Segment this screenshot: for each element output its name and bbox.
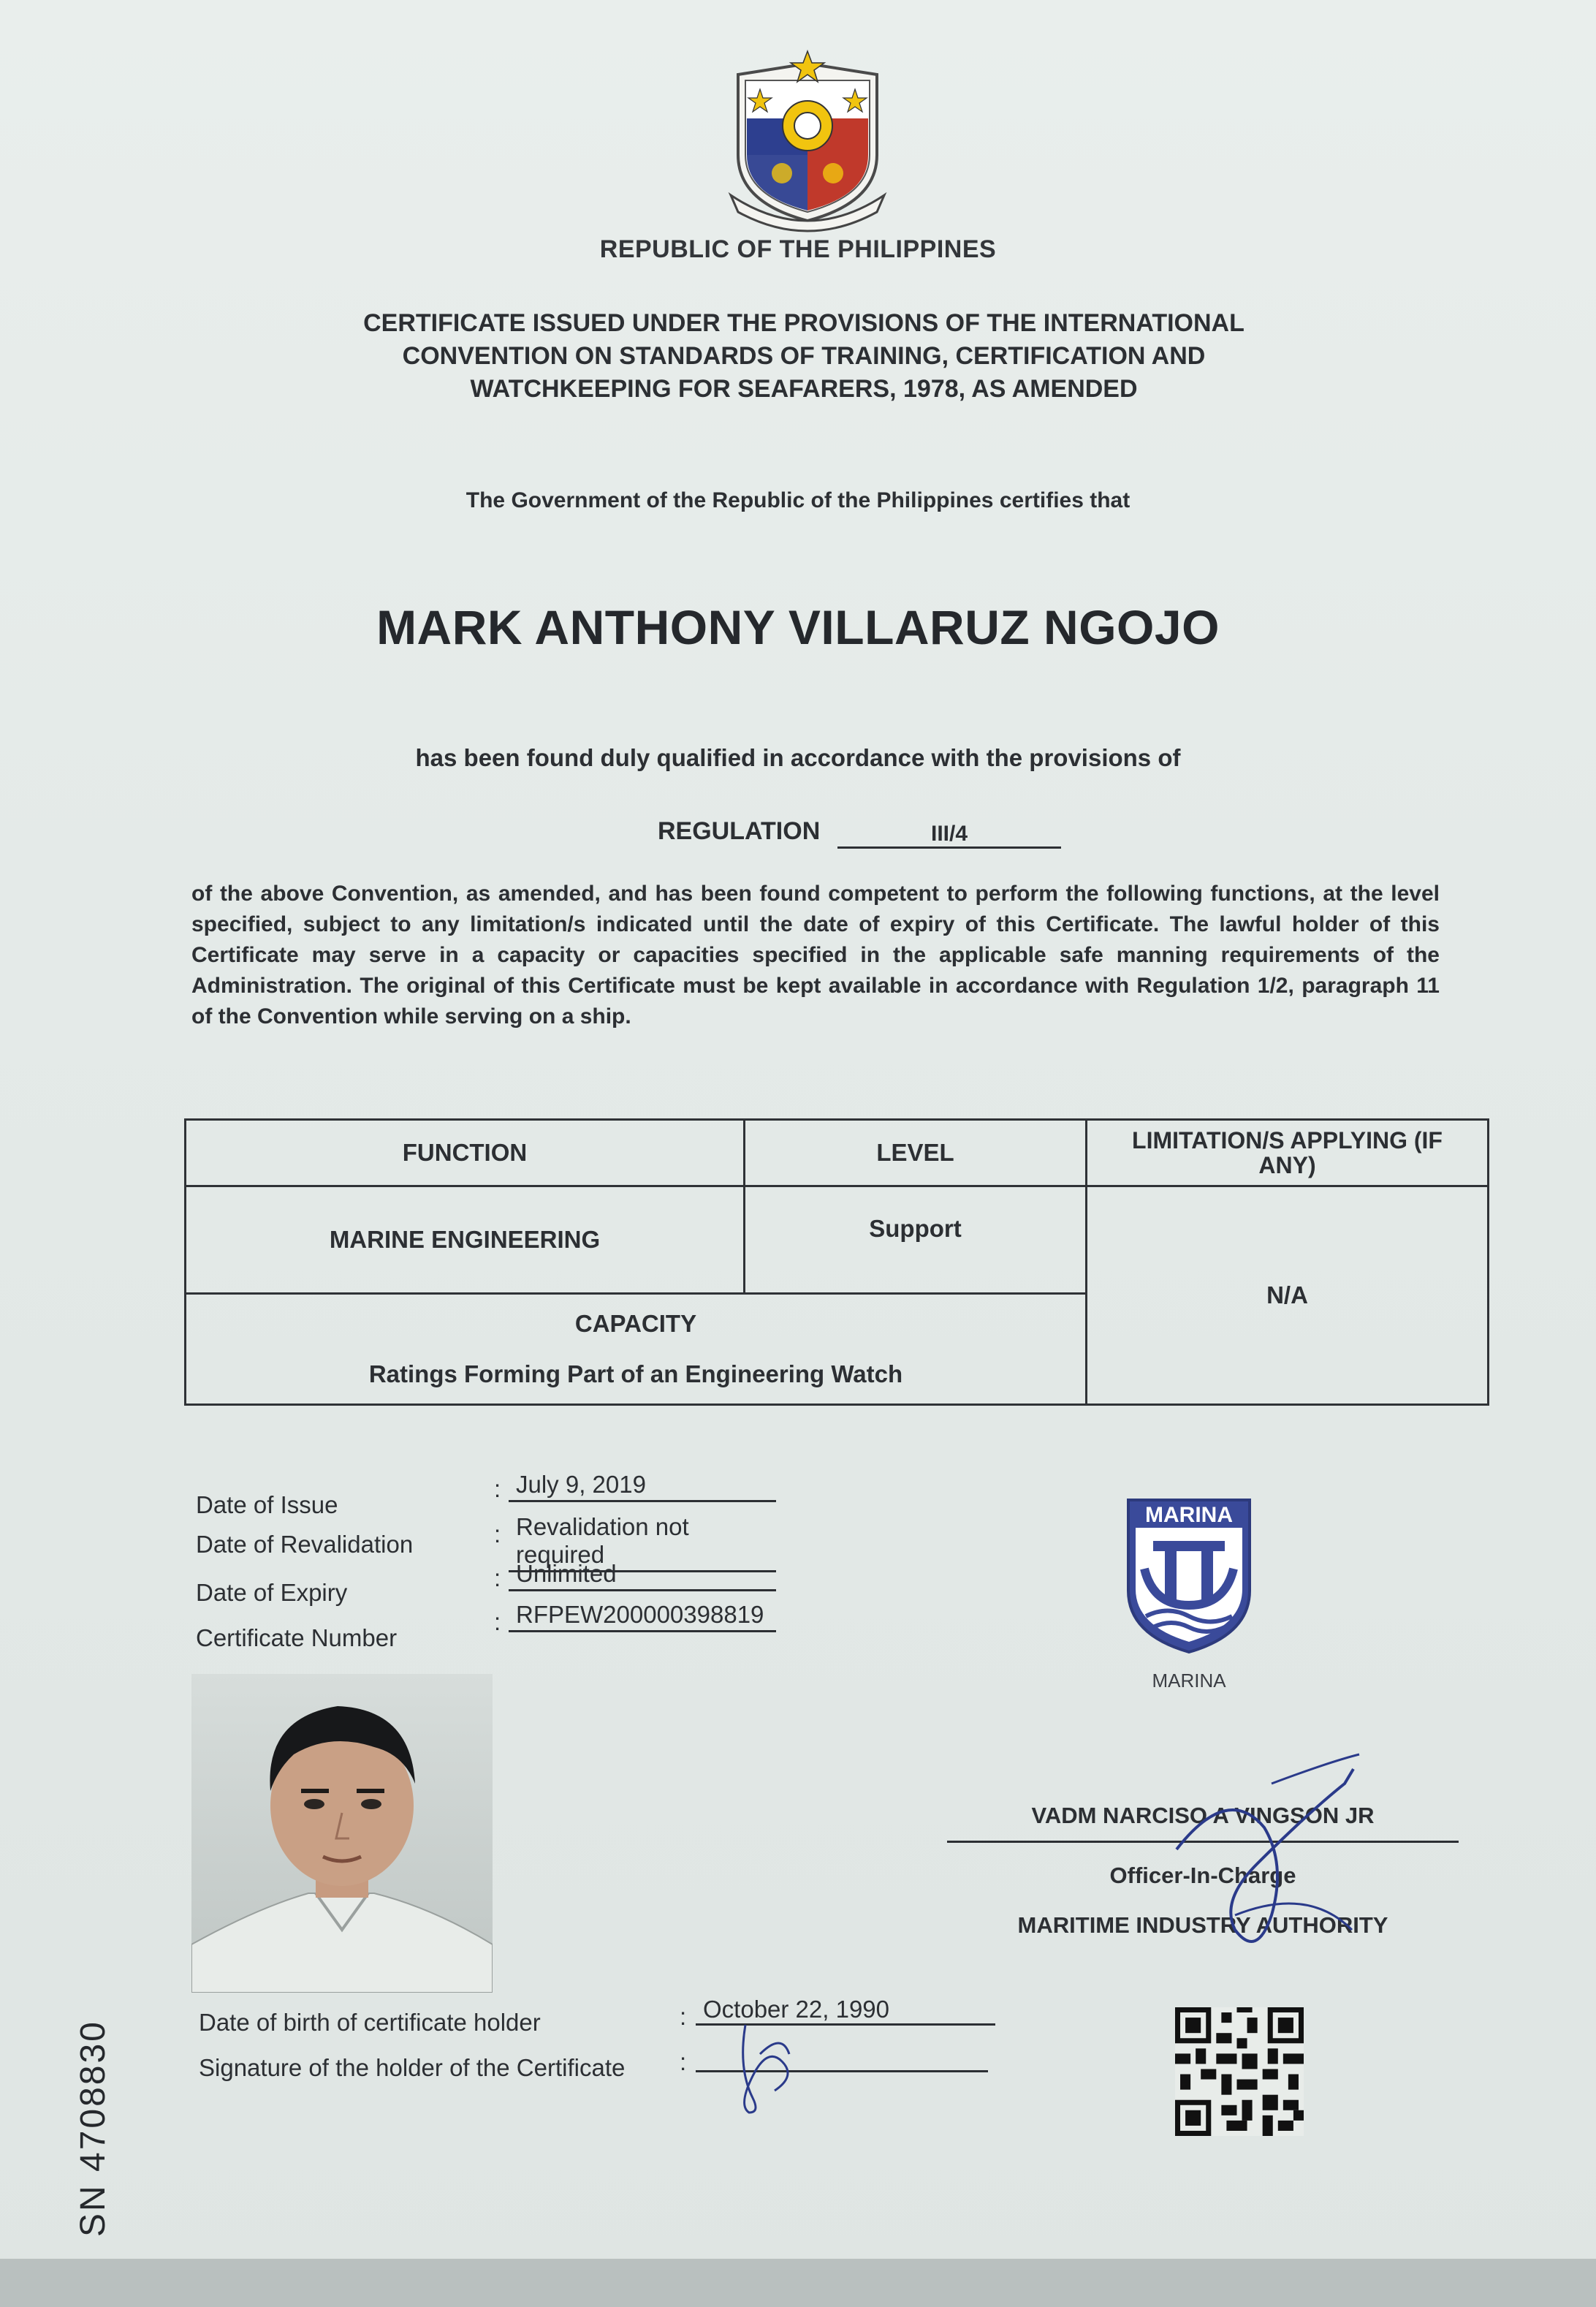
certificate-heading <box>263 307 1345 406</box>
body-paragraph: of the above Convention, as amended, and has been found competent to perform the following functions, at the level specified, subject to any limitation/s indicated until the date of expiry of this Certificate. The lawful holder of this Certificate may serve in a capacity or capacities specified in the applicable safe manning requirements of the Administration. The original of this Certificate must be kept available in accordance with Regulation 1/2, paragraph 11 of the Convention while serving on a ship. <box>191 882 1440 1029</box>
certifies-statement: The Government of the Republic of the Philippines certifies that <box>466 488 1130 512</box>
regulation-value: III/4 <box>837 825 1061 849</box>
official-signature <box>1162 1740 1381 1974</box>
heading-line-3: WATCHKEEPING FOR SEAFARERS, 1978, AS AMENDED <box>470 375 1138 403</box>
marina-logo-text: MARINA <box>1145 1503 1233 1527</box>
serial-number: SN 4708830 <box>74 2020 113 2237</box>
colon: : <box>680 2003 687 2030</box>
date-of-expiry-value: Unlimited <box>509 1560 776 1591</box>
marina-caption: MARINA <box>1152 1670 1226 1692</box>
certificate-number-label: Certificate Number <box>196 1624 398 1651</box>
date-of-issue-label: Date of Issue <box>196 1491 338 1518</box>
bottom-edge <box>0 2259 1596 2307</box>
level-header: LEVEL <box>743 1118 1087 1187</box>
certificate-number-value: RFPEW200000398819 <box>509 1601 776 1632</box>
limitation-value: N/A <box>1085 1185 1489 1406</box>
colon: : <box>494 1520 501 1548</box>
heading-line-2: CONVENTION ON STANDARDS OF TRAINING, CERTIFICATION AND <box>402 342 1206 370</box>
official-agency: MARITIME INDUSTRY AUTHORITY <box>1017 1912 1388 1938</box>
colon: : <box>494 1475 501 1502</box>
heading-line-1: CERTIFICATE ISSUED UNDER THE PROVISIONS OF THE INTERNATIONAL <box>363 309 1244 337</box>
colon: : <box>494 1608 501 1635</box>
official-title: Officer-In-Charge <box>1109 1863 1296 1888</box>
marina-logo <box>1124 1496 1254 1656</box>
capacity-value: Ratings Forming Part of an Engineering Watch <box>368 1360 903 1387</box>
date-of-revalidation-label: Date of Revalidation <box>196 1531 414 1558</box>
philippine-coat-of-arms-seal <box>723 45 892 235</box>
qr-code <box>1175 2007 1304 2136</box>
capacity-header: CAPACITY <box>574 1310 697 1338</box>
dob-value: October 22, 1990 <box>696 1996 995 2026</box>
holder-signature-label: Signature of the holder of the Certificate <box>199 2054 626 2081</box>
capacity-cell <box>184 1292 1087 1406</box>
date-of-expiry-label: Date of Expiry <box>196 1579 348 1606</box>
holder-name: MARK ANTHONY VILLARUZ NGOJO <box>376 600 1220 654</box>
function-value: MARINE ENGINEERING <box>184 1185 745 1295</box>
colon: : <box>680 2048 687 2075</box>
qualified-statement: has been found duly qualified in accordance with the provisions of <box>415 744 1181 771</box>
limitation-header: LIMITATION/S APPLYING (IF ANY) <box>1085 1118 1489 1187</box>
date-of-revalidation-value: Revalidation not required <box>509 1513 776 1572</box>
function-header: FUNCTION <box>184 1118 745 1187</box>
country-title: REPUBLIC OF THE PHILIPPINES <box>599 235 997 263</box>
holder-signature <box>716 2003 818 2120</box>
dob-label: Date of birth of certificate holder <box>199 2009 541 2036</box>
colon: : <box>494 1564 501 1591</box>
level-value: Support <box>743 1185 1087 1295</box>
holder-photo <box>191 1674 493 1993</box>
date-of-issue-value: July 9, 2019 <box>509 1471 776 1502</box>
functions-table <box>184 1118 1489 1411</box>
regulation-label: REGULATION <box>658 817 821 845</box>
official-name: VADM NARCISO A VINGSON JR <box>1031 1803 1375 1828</box>
